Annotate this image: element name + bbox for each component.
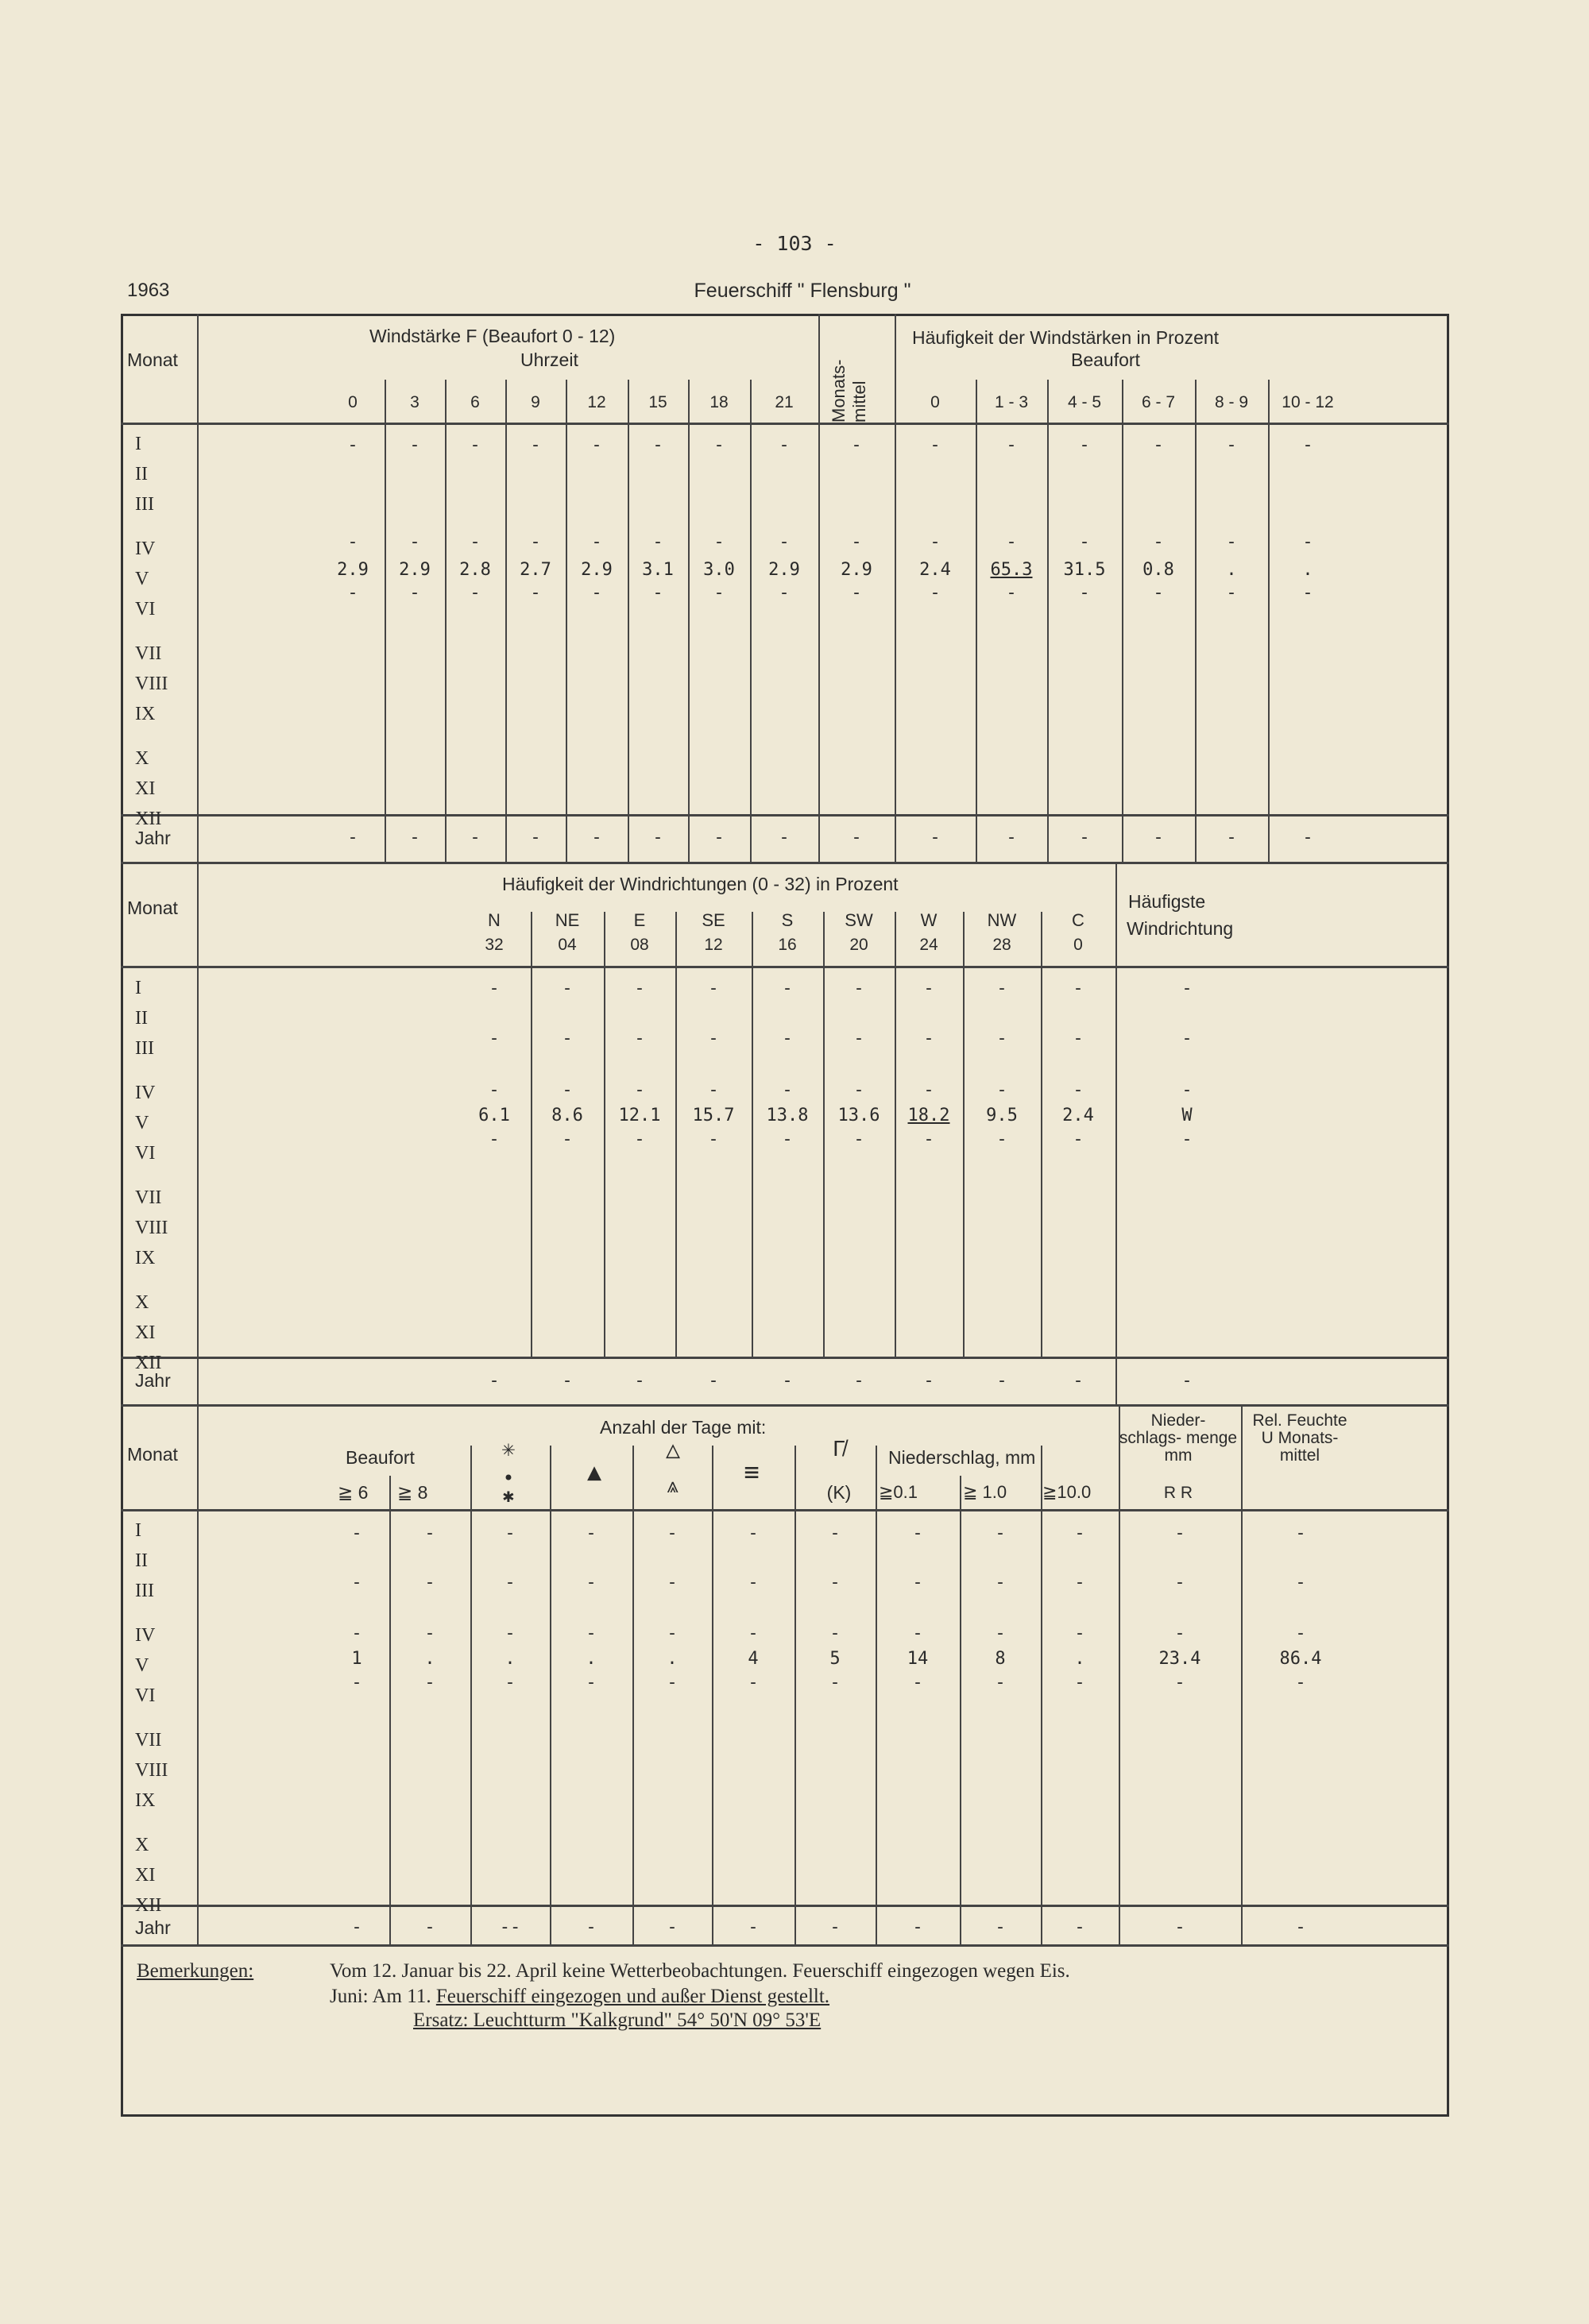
table-cell: -: [351, 1673, 362, 1693]
table-cell: -: [409, 583, 420, 603]
table-cell: -: [489, 1080, 500, 1100]
ge01-label: ≧0.1: [879, 1482, 918, 1502]
table-cell: -: [667, 1523, 678, 1543]
table-cell: -: [829, 1573, 841, 1592]
table-cell: .: [1074, 1649, 1085, 1669]
table-cell: -: [591, 828, 602, 847]
table-cell: 1: [351, 1649, 362, 1669]
direction-label: C: [1072, 910, 1084, 930]
table-cell: -: [912, 1573, 923, 1592]
table-cell: -: [748, 1523, 759, 1543]
table-cell: 14: [907, 1649, 929, 1669]
table-cell: -: [634, 1080, 645, 1100]
table-cell: -: [923, 1371, 934, 1391]
class-label: 8 - 9: [1214, 393, 1249, 411]
freq-sub: Beaufort: [1071, 349, 1140, 370]
class-label: 4 - 5: [1067, 393, 1102, 411]
table-cell: -: [1226, 435, 1237, 455]
remarks-label: Bemerkungen:: [137, 1960, 254, 1982]
table-cell: -: [1181, 1029, 1193, 1048]
table-cell: -: [1174, 1917, 1185, 1937]
table-cell: -: [708, 1029, 719, 1048]
class-label: 0: [930, 393, 940, 411]
table-cell: 18.2: [907, 1106, 950, 1125]
table-cell: -: [1226, 583, 1237, 603]
table-cell: -: [530, 583, 541, 603]
table-cell: -: [1074, 1623, 1085, 1643]
table-cell: -: [708, 1080, 719, 1100]
table-cell: W: [1181, 1106, 1193, 1125]
table-cell: -: [652, 583, 663, 603]
table-cell: -: [782, 1080, 793, 1100]
table-cell: -: [923, 979, 934, 998]
precip-amount-label: Nieder- schlags- menge mm: [1119, 1411, 1238, 1465]
table-cell: -: [489, 1129, 500, 1149]
table-cell: -: [1181, 1080, 1193, 1100]
table-cell: -: [1074, 1673, 1085, 1693]
table-cell: -: [713, 828, 725, 847]
table-cell: -: [586, 1673, 597, 1693]
most-frequent-label1: Häufigste: [1128, 891, 1206, 912]
table-cell: 2.9: [399, 560, 431, 580]
table-cell: -: [634, 1029, 645, 1048]
table-cell: 4: [748, 1649, 759, 1669]
table-cell: -: [586, 1917, 597, 1937]
table-cell: -: [505, 1523, 516, 1543]
direction-code: 0: [1073, 936, 1083, 954]
table-cell: -: [1073, 1371, 1084, 1391]
table-cell: -: [1073, 979, 1084, 998]
table-cell: -: [470, 828, 481, 847]
table-cell: -: [708, 1371, 719, 1391]
hour-label: 12: [587, 393, 606, 411]
table-cell: -: [1006, 435, 1017, 455]
remarks-line2: Juni: Am 11. Feuerschiff eingezogen und außer Dienst gestellt.: [330, 1986, 830, 2007]
table-cell: -: [1174, 1673, 1185, 1693]
direction-label: SW: [845, 910, 873, 930]
hour-label: 9: [531, 393, 540, 411]
table-cell: -: [995, 1623, 1006, 1643]
hour-label: 0: [348, 393, 358, 411]
table-cell: -: [424, 1917, 435, 1937]
direction-label: E: [633, 910, 646, 930]
table-cell: 13.6: [837, 1106, 880, 1125]
table-cell: -: [912, 1673, 923, 1693]
year-label-1: Jahr: [135, 828, 171, 848]
days-title: Anzahl der Tage mit:: [600, 1417, 767, 1438]
table-cell: -: [748, 1573, 759, 1592]
hour-label: 6: [470, 393, 480, 411]
table-cell: -: [708, 979, 719, 998]
remarks-line1: Vom 12. Januar bis 22. April keine Wetterbeobachtungen. Feuerschiff eingezogen wegen Eis.: [330, 1960, 1070, 1982]
table-cell: -: [1226, 828, 1237, 847]
time-title: Uhrzeit: [520, 349, 578, 370]
year: 1963: [127, 280, 170, 301]
table-cell: -: [853, 1371, 864, 1391]
table-cell: -: [1226, 532, 1237, 552]
table-cell: -: [782, 1029, 793, 1048]
table-cell: 5: [829, 1649, 841, 1669]
table-cell: .: [1302, 560, 1313, 580]
table-cell: 12.1: [618, 1106, 661, 1125]
table-cell: -: [996, 1080, 1007, 1100]
table-cell: -: [930, 828, 941, 847]
table-cell: 2.9: [841, 560, 872, 580]
table-cell: -: [1079, 532, 1090, 552]
year-label-2: Jahr: [135, 1370, 171, 1391]
table-cell: -: [562, 1029, 573, 1048]
table-cell: -: [530, 828, 541, 847]
month-label-2: Monat: [127, 898, 178, 918]
table-cell: -: [829, 1523, 841, 1543]
table-cell: --: [499, 1917, 521, 1937]
month-label-3: Monat: [127, 1444, 178, 1465]
table-cell: 15.7: [692, 1106, 735, 1125]
direction-code: 24: [919, 936, 938, 954]
table-cell: -: [347, 532, 358, 552]
table-cell: -: [853, 1129, 864, 1149]
table-cell: -: [996, 979, 1007, 998]
table-cell: -: [779, 828, 790, 847]
beaufort-label: Beaufort: [346, 1447, 415, 1468]
ge6-label: ≧ 6: [338, 1482, 369, 1503]
table-cell: -: [347, 828, 358, 847]
table-cell: -: [586, 1573, 597, 1592]
table-cell: -: [667, 1673, 678, 1693]
table-cell: 13.8: [766, 1106, 809, 1125]
direction-code: 12: [704, 936, 723, 954]
remarks-line3: Ersatz: Leuchtturm "Kalkgrund" 54° 50'N 09° 53'E: [413, 2009, 822, 2031]
table-cell: -: [562, 979, 573, 998]
rr-label: R R: [1163, 1484, 1193, 1502]
table-cell: -: [1302, 583, 1313, 603]
table-cell: -: [351, 1573, 362, 1592]
table-cell: -: [995, 1917, 1006, 1937]
hail-icon: ▲: [586, 1458, 602, 1486]
table-cell: -: [1295, 1573, 1306, 1592]
ge8-label: ≧ 8: [397, 1482, 428, 1503]
freq-title: Häufigkeit der Windstärken in Prozent: [912, 327, 1220, 348]
table-cell: -: [748, 1673, 759, 1693]
table-cell: -: [530, 435, 541, 455]
direction-title: Häufigkeit der Windrichtungen (0 - 32) in Prozent: [502, 874, 899, 894]
direction-label: SE: [702, 910, 725, 930]
table-cell: -: [912, 1917, 923, 1937]
table-cell: 8.6: [551, 1106, 583, 1125]
table-cell: -: [1073, 1129, 1084, 1149]
table-cell: -: [424, 1573, 435, 1592]
direction-code: 20: [849, 936, 868, 954]
table-cell: 9.5: [986, 1106, 1018, 1125]
table-cell: 3.0: [703, 560, 735, 580]
table-cell: -: [1074, 1523, 1085, 1543]
graupel-icon: △: [665, 1436, 681, 1464]
table-cell: -: [409, 435, 420, 455]
table-cell: -: [829, 1917, 841, 1937]
table-cell: -: [1181, 1371, 1193, 1391]
table-cell: -: [851, 828, 862, 847]
thunderstorm-icon: Γ̸: [833, 1436, 845, 1461]
direction-code: 16: [778, 936, 797, 954]
table-cell: -: [667, 1623, 678, 1643]
table-cell: -: [347, 435, 358, 455]
table-cell: -: [1295, 1673, 1306, 1693]
table-cell: -: [1074, 1573, 1085, 1592]
table-cell: -: [489, 1029, 500, 1048]
table-cell: -: [591, 583, 602, 603]
table-cell: -: [1079, 828, 1090, 847]
table-cell: -: [591, 532, 602, 552]
table-cell: -: [351, 1917, 362, 1937]
table-cell: -: [1174, 1623, 1185, 1643]
table-cell: -: [923, 1080, 934, 1100]
month-column-3: I II III IV V VI VII VIII IX X XI XII: [135, 1520, 168, 1916]
table-cell: -: [489, 979, 500, 998]
table-cell: -: [505, 1673, 516, 1693]
table-cell: -: [853, 1080, 864, 1100]
table-cell: -: [634, 1371, 645, 1391]
table-cell: -: [1295, 1523, 1306, 1543]
table-cell: -: [851, 583, 862, 603]
table-cell: -: [1006, 828, 1017, 847]
table-cell: -: [652, 828, 663, 847]
most-frequent-label2: Windrichtung: [1127, 918, 1234, 939]
ge100-label: ≧10.0: [1042, 1482, 1092, 1502]
table-cell: -: [779, 435, 790, 455]
table-cell: -: [923, 1129, 934, 1149]
table-cell: -: [912, 1623, 923, 1643]
table-cell: 23.4: [1158, 1649, 1201, 1669]
table-cell: -: [530, 532, 541, 552]
station-title: Feuerschiff " Flensburg ": [694, 280, 911, 302]
table-cell: -: [996, 1371, 1007, 1391]
table-cell: -: [409, 532, 420, 552]
table-cell: -: [1295, 1623, 1306, 1643]
year-label-3: Jahr: [135, 1917, 171, 1938]
table-cell: 86.4: [1279, 1649, 1322, 1669]
table-cell: 3.1: [642, 560, 674, 580]
table-cell: .: [505, 1649, 516, 1669]
table-cell: .: [586, 1649, 597, 1669]
table-cell: -: [1153, 532, 1164, 552]
distant-thunder-label: (K): [826, 1482, 852, 1503]
table-cell: -: [667, 1917, 678, 1937]
table-cell: -: [1302, 435, 1313, 455]
table-cell: -: [424, 1623, 435, 1643]
table-cell: -: [782, 1129, 793, 1149]
table-cell: -: [996, 1029, 1007, 1048]
class-label: 10 - 12: [1282, 393, 1334, 411]
table-cell: -: [1074, 1917, 1085, 1937]
table-cell: -: [995, 1523, 1006, 1543]
table-cell: 2.4: [1062, 1106, 1094, 1125]
direction-code: 32: [485, 936, 504, 954]
table-cell: -: [779, 583, 790, 603]
table-cell: -: [782, 1371, 793, 1391]
month-label-1: Monat: [127, 349, 178, 370]
sleet-icon: • ✱: [502, 1467, 515, 1507]
month-column-1: I II III IV V VI VII VIII IX X XI XII: [135, 434, 168, 829]
table-cell: -: [930, 583, 941, 603]
table-cell: -: [562, 1129, 573, 1149]
table-cell: 6.1: [478, 1106, 510, 1125]
table-cell: -: [851, 435, 862, 455]
table-cell: -: [1079, 583, 1090, 603]
table-cell: -: [347, 583, 358, 603]
table-cell: 2.9: [581, 560, 613, 580]
table-cell: -: [782, 979, 793, 998]
table-cell: -: [995, 1673, 1006, 1693]
table-cell: 2.4: [919, 560, 951, 580]
table-cell: -: [409, 828, 420, 847]
table-cell: -: [562, 1371, 573, 1391]
table-cell: -: [1073, 1029, 1084, 1048]
table-cell: 2.9: [337, 560, 369, 580]
ge10-label: ≧ 1.0: [963, 1482, 1007, 1502]
fog-icon: ≡: [744, 1457, 760, 1487]
table-cell: -: [1153, 435, 1164, 455]
table-cell: -: [470, 435, 481, 455]
snow-icon: ✳: [501, 1435, 516, 1461]
table-cell: -: [591, 435, 602, 455]
table-cell: -: [1079, 435, 1090, 455]
table-cell: -: [912, 1523, 923, 1543]
table-cell: -: [562, 1080, 573, 1100]
table-cell: .: [1226, 560, 1237, 580]
table-cell: -: [1181, 1129, 1193, 1149]
class-label: 6 - 7: [1141, 393, 1176, 411]
table-cell: -: [586, 1523, 597, 1543]
table-cell: -: [351, 1623, 362, 1643]
table-cell: -: [851, 532, 862, 552]
table-cell: -: [351, 1523, 362, 1543]
table-cell: 8: [995, 1649, 1006, 1669]
hour-label: 3: [410, 393, 419, 411]
table-cell: -: [713, 532, 725, 552]
table-cell: -: [930, 435, 941, 455]
table-cell: 65.3: [990, 560, 1033, 580]
table-cell: -: [1302, 828, 1313, 847]
table-cell: 2.9: [768, 560, 800, 580]
table-cell: -: [470, 532, 481, 552]
table-cell: -: [779, 532, 790, 552]
table-cell: -: [713, 583, 725, 603]
humidity-label: Rel. Feuchte U Monats- mittel: [1252, 1411, 1347, 1465]
direction-label: NW: [987, 910, 1017, 930]
month-column-2: I II III IV V VI VII VIII IX X XI XII: [135, 978, 168, 1373]
table-cell: -: [748, 1917, 759, 1937]
direction-code: 28: [992, 936, 1011, 954]
table-cell: 31.5: [1063, 560, 1106, 580]
monthly-mean-label: Monats- mittel: [829, 359, 869, 423]
direction-code: 08: [630, 936, 649, 954]
table-cell: -: [748, 1623, 759, 1643]
page-number: - 103 -: [752, 232, 837, 255]
table-cell: 2.8: [459, 560, 491, 580]
table-cell: -: [1006, 583, 1017, 603]
class-label: 1 - 3: [994, 393, 1029, 411]
table-cell: -: [1153, 828, 1164, 847]
table-cell: -: [1153, 583, 1164, 603]
table-cell: -: [1302, 532, 1313, 552]
ice-pellet-icon: ⩓: [667, 1474, 679, 1498]
table-cell: -: [505, 1573, 516, 1592]
direction-label: S: [781, 910, 794, 930]
table-cell: -: [995, 1573, 1006, 1592]
table-cell: -: [1181, 979, 1193, 998]
table-cell: -: [708, 1129, 719, 1149]
table-cell: -: [489, 1371, 500, 1391]
table-cell: -: [1006, 532, 1017, 552]
hour-label: 18: [709, 393, 729, 411]
direction-label: NE: [555, 910, 580, 930]
table-cell: -: [505, 1623, 516, 1643]
table-cell: -: [652, 532, 663, 552]
table-cell: -: [667, 1573, 678, 1592]
table-cell: -: [923, 1029, 934, 1048]
table-cell: -: [424, 1523, 435, 1543]
table-cell: -: [853, 979, 864, 998]
table-cell: -: [930, 532, 941, 552]
direction-label: W: [920, 910, 938, 930]
table-cell: -: [853, 1029, 864, 1048]
table-cell: -: [424, 1673, 435, 1693]
table-cell: -: [829, 1623, 841, 1643]
table-cell: 0.8: [1142, 560, 1174, 580]
table-cell: -: [829, 1673, 841, 1693]
precip-label: Niederschlag, mm: [888, 1447, 1036, 1468]
table-cell: -: [996, 1129, 1007, 1149]
table-cell: -: [470, 583, 481, 603]
table-cell: 2.7: [520, 560, 551, 580]
table-cell: -: [1174, 1523, 1185, 1543]
direction-label: N: [488, 910, 501, 930]
table-cell: -: [1295, 1917, 1306, 1937]
table-cell: -: [1073, 1080, 1084, 1100]
table-cell: -: [713, 435, 725, 455]
table-cell: -: [634, 1129, 645, 1149]
hour-label: 21: [775, 393, 794, 411]
table-cell: -: [634, 979, 645, 998]
table-cell: -: [1174, 1573, 1185, 1592]
hour-label: 15: [648, 393, 667, 411]
windspeed-title: Windstärke F (Beaufort 0 - 12): [369, 326, 616, 346]
table-cell: -: [586, 1623, 597, 1643]
direction-code: 04: [558, 936, 577, 954]
table-cell: .: [424, 1649, 435, 1669]
table-cell: .: [667, 1649, 678, 1669]
table-cell: -: [652, 435, 663, 455]
